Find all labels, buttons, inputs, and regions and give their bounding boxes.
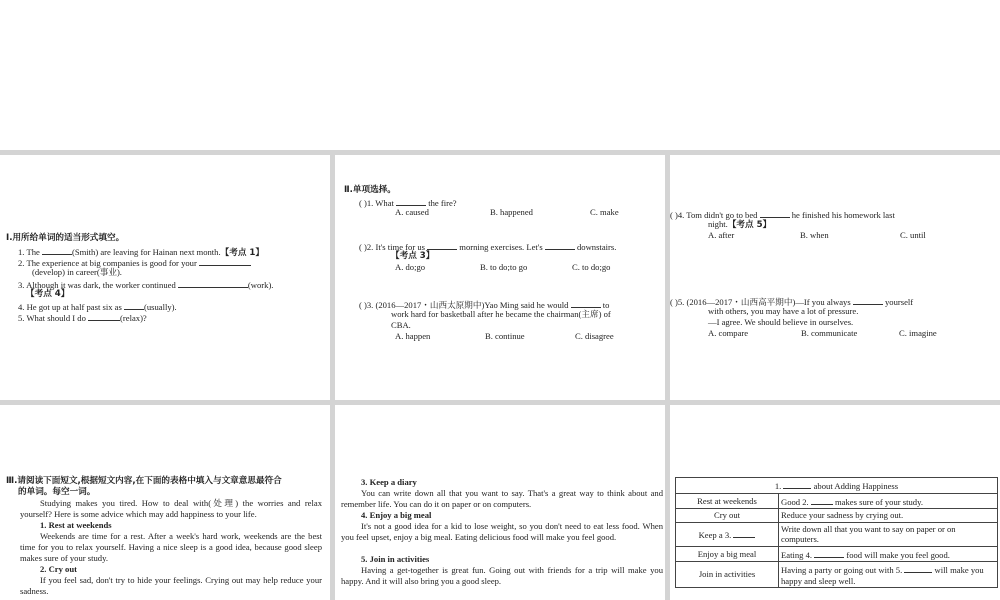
passage-paragraph-1: Weekends are time for a rest. After a week's hard work, weekends are the best time for you to relax yourself. Having a nice sleep is a good idea, because good sleep makes sure of your study.: [20, 531, 322, 564]
passage-paragraph-5: Having a get-together is great fun. Going out with friends for a trip will make you happy. And it will also bring you a good sleep.: [341, 565, 663, 587]
panel-part-1: [0, 155, 330, 400]
option-a[interactable]: A. happen: [395, 331, 431, 341]
option-a[interactable]: A. caused: [395, 207, 429, 217]
blank[interactable]: [571, 298, 601, 308]
blank[interactable]: [427, 240, 457, 250]
option-c[interactable]: C. imagine: [899, 328, 937, 338]
option-b[interactable]: B. happened: [490, 207, 533, 217]
question-5-line-3: —I agree. We should believe in ourselves.: [708, 317, 854, 327]
row-label: Join in activities: [676, 562, 779, 588]
option-b[interactable]: B. when: [800, 230, 829, 240]
part3-title-line-1: Ⅲ.请阅读下面短文,根据短文内容,在下面的表格中填入与文章意思最符合: [6, 476, 282, 486]
passage-paragraph-4: It's not a good idea for a kid to lose weight, so you don't need to eat less food. When you feel upset, enjoy a big meal. Eating delicious food will make you feel good.: [341, 521, 663, 543]
blank[interactable]: [396, 196, 426, 206]
panel-part-2: [335, 155, 665, 400]
option-b[interactable]: B. communicate: [801, 328, 858, 338]
question-3: ( )3. (2016—2017・山西太原期中)Yao Ming said he would to: [359, 300, 610, 310]
question-3-line-2: work hard for basketball after he became the chairman(主席) of: [391, 309, 611, 319]
blank[interactable]: [88, 311, 120, 321]
panel-part-2-cont: [670, 155, 1000, 400]
table-row: [676, 509, 998, 523]
part1-item-3: 3. Although it was dark, the worker continued (work).: [18, 280, 274, 290]
blank[interactable]: [904, 563, 932, 573]
option-a[interactable]: A. after: [708, 230, 735, 240]
question-3-line-3: CBA.: [391, 320, 411, 330]
part1-title: Ⅰ.用所给单词的适当形式填空。: [6, 233, 125, 243]
blank[interactable]: [42, 245, 72, 255]
question-4-options: [708, 230, 926, 241]
table-row: [676, 522, 998, 546]
passage-paragraph-2: If you feel sad, don't try to hide your feelings. Crying out may help reduce your sadness.: [20, 575, 322, 597]
blank[interactable]: [814, 548, 844, 558]
row-label: Enjoy a big meal: [676, 546, 779, 562]
option-c[interactable]: C. until: [900, 230, 926, 240]
option-a[interactable]: A. compare: [708, 328, 749, 338]
part1-item-2: 2. The experience at big companies is good for your: [18, 256, 251, 269]
option-c[interactable]: C. to do;go: [572, 262, 611, 272]
table-row: [676, 493, 998, 509]
table-title-cell: 1. about Adding Happiness: [676, 478, 998, 494]
summary-table: [675, 477, 998, 588]
part1-item-2-cont: (develop) in career(事业).: [32, 267, 122, 277]
blank[interactable]: [124, 300, 144, 310]
section-heading-4: 4. Enjoy a big meal: [361, 510, 432, 520]
row-content: Having a party or going out with 5. will make you happy and sleep well.: [779, 562, 998, 588]
question-4-line-2: night.【考点 5】: [708, 219, 772, 230]
option-c[interactable]: C. make: [590, 207, 619, 217]
passage-intro: Studying makes you tired. How to deal with(处理) the worries and relax yourself? Here is some advice which may add happiness to your life.: [20, 498, 322, 520]
row-content: Write down all that you want to say on paper or on computers.: [779, 522, 998, 546]
part1-item-4: 4. He got up at half past six as (usually).: [18, 302, 177, 312]
table-header-row: [676, 478, 998, 494]
blank[interactable]: [760, 208, 790, 218]
row-label: Keep a 3.: [676, 522, 779, 546]
option-a[interactable]: A. do;go: [395, 262, 426, 272]
panel-part-3: [0, 405, 330, 600]
question-5: ( )5. (2016—2017・山西高平期中)—If you always yourself: [670, 297, 914, 307]
section-heading-2: 2. Cry out: [40, 564, 77, 574]
part1-item-1: 1. The (Smith) are leaving for Hainan next month.【考点 1】: [18, 247, 264, 258]
blank[interactable]: [811, 495, 833, 505]
row-content: Eating 4. food will make you feel good.: [779, 546, 998, 562]
blank[interactable]: [199, 256, 251, 266]
part3-title-line-2: 的单词。每空一词。: [18, 487, 96, 497]
blank[interactable]: [853, 295, 883, 305]
option-c[interactable]: C. disagree: [575, 331, 614, 341]
table-row: [676, 562, 998, 588]
row-content: Reduce your sadness by crying out.: [779, 509, 998, 523]
part2-title: Ⅱ.单项选择。: [344, 185, 396, 195]
blank[interactable]: [178, 278, 248, 288]
row-label: Cry out: [676, 509, 779, 523]
part1-item-3-tag: 【考点 4】: [26, 289, 70, 299]
section-heading-1: 1. Rest at weekends: [40, 520, 112, 530]
question-5-options: [708, 328, 937, 339]
section-heading-3: 3. Keep a diary: [361, 477, 417, 487]
question-1-options: [395, 207, 619, 218]
blank[interactable]: [545, 240, 575, 250]
blank[interactable]: [783, 479, 811, 489]
part1-item-5: 5. What should I do (relax)?: [18, 313, 147, 323]
question-2: ( )2. It's time for us morning exercises. Let's downstairs.: [359, 242, 617, 252]
question-3-options: [395, 331, 614, 342]
panel-table: [670, 405, 1000, 600]
question-5-line-2: with others, you may have a lot of pressure.: [708, 306, 859, 316]
passage-paragraph-3: You can write down all that you want to say. That's a great way to think about and remember life. You can do it on paper or on computers.: [341, 488, 663, 510]
row-content: Good 2. makes sure of your study.: [779, 493, 998, 509]
section-heading-5: 5. Join in activities: [361, 554, 430, 564]
question-4: ( )4. Tom didn't go to bed he finished his homework last: [670, 210, 895, 220]
table-row: [676, 546, 998, 562]
question-2-options: [395, 262, 610, 273]
question-1: ( )1. What the fire?: [359, 198, 457, 208]
row-label: Rest at weekends: [676, 493, 779, 509]
panel-part-3-cont: [335, 405, 665, 600]
option-b[interactable]: B. to do;to go: [480, 262, 528, 272]
option-b[interactable]: B. continue: [485, 331, 525, 341]
question-2-tag: 【考点 3】: [391, 251, 435, 261]
blank[interactable]: [733, 528, 755, 538]
